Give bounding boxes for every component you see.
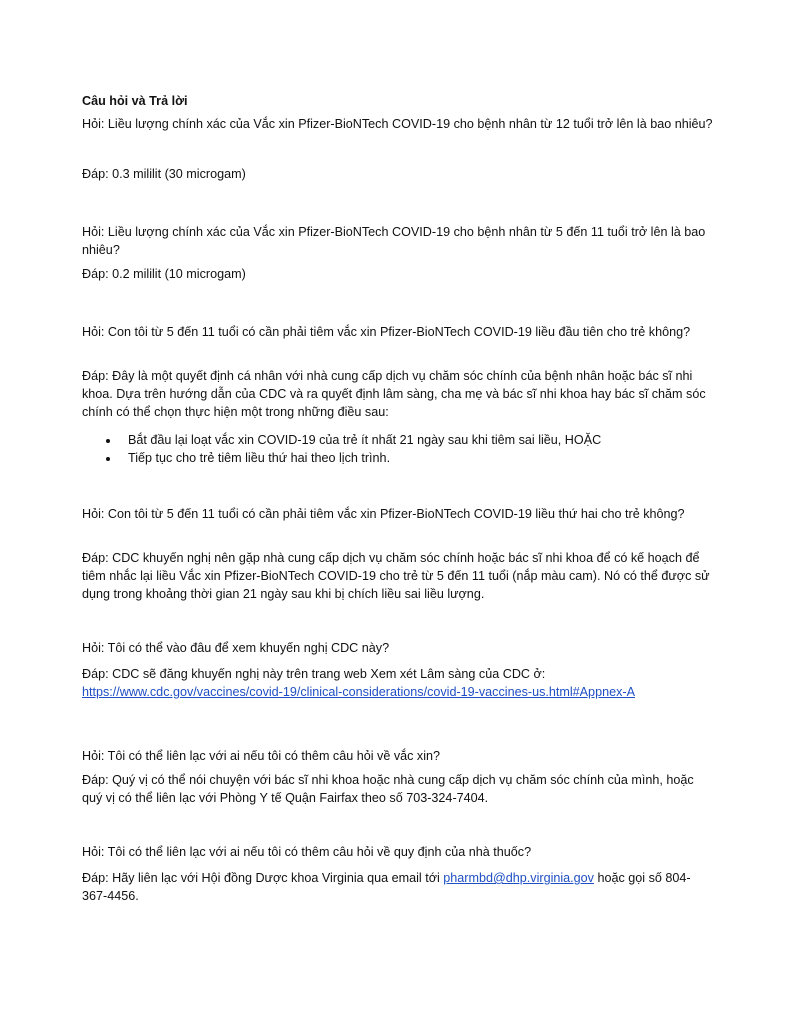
answer-5 <box>82 665 714 701</box>
list-item: • Tiếp tục cho trẻ tiêm liều thứ hai theo lịch trình. <box>120 449 752 467</box>
email-link[interactable]: pharmbd@dhp.virginia.gov <box>443 871 594 885</box>
answer-2: Đáp: 0.2 mililit (10 microgam) <box>82 267 246 281</box>
answer-6: Đáp: Quý vị có thể nói chuyện với bác sĩ nhi khoa hoặc nhà cung cấp dịch vụ chăm sóc chính của mình, hoặc quý vị có thể liên lạc với Phòng Y tế Quận Fairfax theo số 703-324-7404. <box>82 773 694 805</box>
answer-3: Đáp: Đây là một quyết định cá nhân với nhà cung cấp dịch vụ chăm sóc chính của bệnh nhân hoặc bác sĩ nhi khoa. Dựa trên hướng dẫn của CDC và ra quyết định lâm sàng, cha mẹ và bác sĩ nhi khoa hay bác sĩ chăm sóc chính có thể chọn thực hiện một trong những điều sau: <box>82 369 706 419</box>
answer-1: Đáp: 0.3 mililit (30 microgam) <box>82 167 246 181</box>
page-title: Câu hỏi và Trả lời <box>82 94 188 108</box>
question-5: Hỏi: Tôi có thể vào đâu để xem khuyến nghị CDC này? <box>82 641 390 655</box>
question-2: Hỏi: Liều lượng chính xác của Vắc xin Pfizer-BioNTech COVID-19 cho bệnh nhân từ 5 đến 11 tuổi trở lên là bao nhiêu? <box>82 225 706 257</box>
answer-3-list <box>82 431 752 467</box>
question-6: Hỏi: Tôi có thể liên lạc với ai nếu tôi có thêm câu hỏi về vắc xin? <box>82 749 441 763</box>
question-3: Hỏi: Con tôi từ 5 đến 11 tuổi có cần phải tiêm vắc xin Pfizer-BioNTech COVID-19 liều đầu tiên cho trẻ không? <box>82 325 691 339</box>
cdc-link[interactable]: https://www.cdc.gov/vaccines/covid-19/clinical-considerations/covid-19-vaccines-us.html#Appnex-A <box>82 685 635 699</box>
answer-7-post: hoặc gọi số 804-367-4456. <box>82 871 691 903</box>
list-item: • Bắt đầu lại loạt vắc xin COVID-19 của trẻ ít nhất 21 ngày sau khi tiêm sai liều, HOẶC <box>120 431 752 449</box>
question-4: Hỏi: Con tôi từ 5 đến 11 tuổi có cần phải tiêm vắc xin Pfizer-BioNTech COVID-19 liều thứ hai cho trẻ không? <box>82 507 685 521</box>
answer-7-pre: Đáp: Hãy liên lạc với Hội đồng Dược khoa Virginia qua email tới <box>82 871 440 885</box>
answer-4: Đáp: CDC khuyến nghị nên gặp nhà cung cấp dịch vụ chăm sóc chính hoặc bác sĩ nhi khoa để có kế hoạch để tiêm nhắc lại liều Vắc xin Pfizer-BioNTech COVID-19 cho trẻ từ 5 đến 11 tuổi (nắp màu cam). Nó có thể được sử dụng trong khoảng thời gian 21 ngày sau khi bị chích liều sai liều lượng. <box>82 551 710 601</box>
question-1: Hỏi: Liều lượng chính xác của Vắc xin Pfizer-BioNTech COVID-19 cho bệnh nhân từ 12 tuổi trở lên là bao nhiêu? <box>82 117 713 131</box>
answer-7 <box>82 869 714 905</box>
answer-5-text: Đáp: CDC sẽ đăng khuyến nghị này trên trang web Xem xét Lâm sàng của CDC ở: <box>82 667 546 681</box>
question-7: Hỏi: Tôi có thể liên lạc với ai nếu tôi có thêm câu hỏi về quy định của nhà thuốc? <box>82 845 532 859</box>
